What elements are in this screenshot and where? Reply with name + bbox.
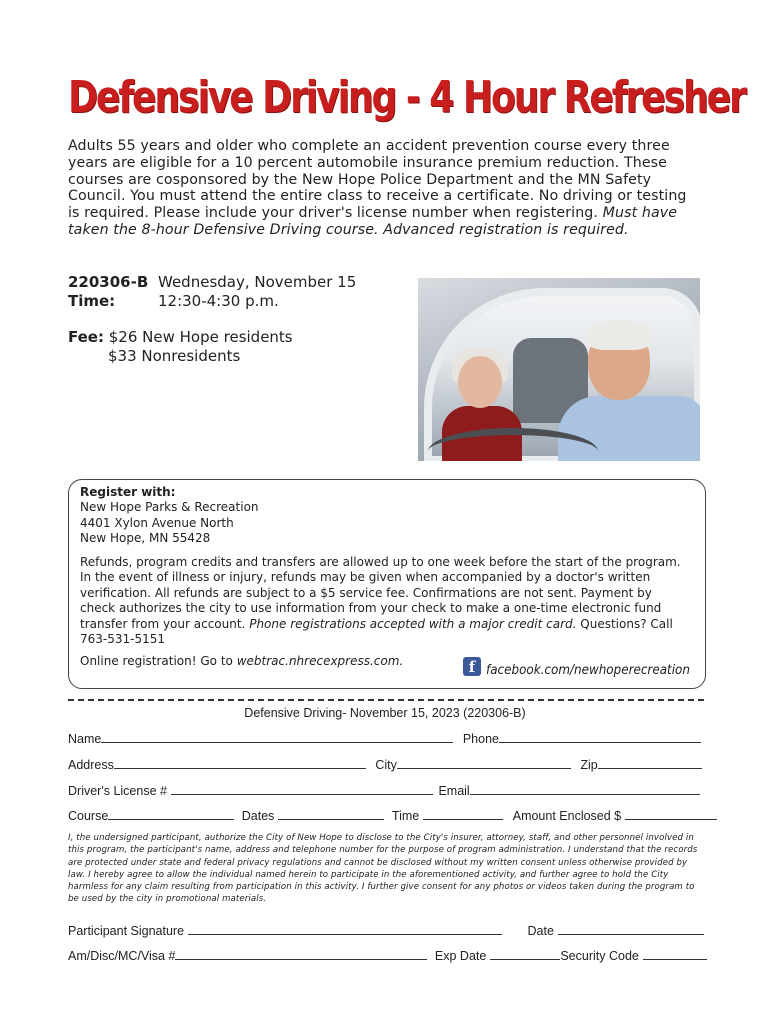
security-field[interactable] [643,948,707,960]
license-field[interactable] [171,783,433,795]
course-code-row [68,273,356,291]
refund-policy [80,555,690,647]
fee-nonresident: $33 Nonresidents [108,347,241,365]
phone-note: Phone registrations accepted with a major credit card. [249,616,577,631]
register-street: 4401 Xylon Avenue North [80,516,234,530]
course-row [68,808,717,823]
form-title: Defensive Driving- November 15, 2023 (220306-B) [244,706,526,720]
phone-label: Phone [462,732,499,746]
time-field[interactable] [423,808,503,820]
exp-field[interactable] [490,948,560,960]
address-row [68,757,702,772]
intro-paragraph [68,138,688,239]
online-registration [80,654,403,668]
payment-row [68,948,707,963]
fee-label: Fee: [68,328,104,346]
phone-field[interactable] [499,731,701,743]
facebook-link[interactable]: facebook.com/newhoperecreation [486,663,690,678]
signature-label: Participant Signature [68,924,185,938]
course-code: 220306-B [68,273,149,291]
seniors-in-car-photo [418,278,700,461]
course-date: Wednesday, November 15 [158,273,357,291]
email-field[interactable] [470,783,700,795]
license-row [68,783,700,798]
course-time: 12:30-4:30 p.m. [158,292,279,310]
license-label: Driver's License # [68,784,167,798]
card-field[interactable] [175,948,427,960]
zip-label: Zip [580,758,598,772]
signature-field[interactable] [188,923,502,935]
time-label: Time: [68,292,116,310]
address-field[interactable] [114,757,366,769]
page-title: Defensive Driving - 4 Hour Refresher [68,72,745,123]
signature-row [68,923,704,938]
city-field[interactable] [397,757,571,769]
fee-resident: $26 New Hope residents [108,328,293,346]
exp-label: Exp Date [434,949,487,963]
cut-line-divider [68,699,704,701]
dates-label: Dates [241,809,275,823]
date-label: Date [527,924,554,938]
register-heading: Register with: [80,485,176,499]
name-row [68,731,701,746]
online-prefix: Online registration! Go to [80,654,233,668]
facebook-icon: f [463,657,481,676]
address-label: Address [68,758,114,772]
policy-text: Refunds, program credits and transfers are allowed up to one week before the start of the program. In the event of illness or injury, refunds may be given when accompanied by a doctor's written verification. All refunds are subject to a $5 service fee. Confirmations are not sent. Payment by check authorizes the city to use information from your check to make a one-time electronic fund transfer from your account. [80,555,681,631]
dates-field[interactable] [278,808,384,820]
intro-requirement: Must have taken the 8-hour Defensive Driving course. Advanced registration is required. [68,205,678,238]
date-field[interactable] [558,923,704,935]
course-label: Course [68,809,109,823]
register-org: New Hope Parks & Recreation [80,500,259,514]
fee-block [68,328,293,366]
email-label: Email [438,784,470,798]
zip-field[interactable] [598,757,702,769]
name-label: Name [68,732,102,746]
course-field[interactable] [108,808,234,820]
security-label: Security Code [560,949,639,963]
city-label: City [375,758,397,772]
questions-line: Questions? Call 763-531-5151 [80,616,673,647]
consent-disclaimer: I, the undersigned participant, authorize the City of New Hope to disclose to the City's insurer, attorney, staff, and other personnel involved in this program, the participant's name, address and telephone number for the purpose of program administration. I understand that the records are protected under state and federal privacy regulations and cannot be disclosed without my written consent unless otherwise provided by law. I hereby agree to allow the individual named herein to participate in the aforementioned activity, and further agree to hold the City harmless for any claim resulting from participation in this activity. I further give consent for any photos or videos taken during the program to be used by the city in promotional materials. [68,833,698,905]
amount-field[interactable] [625,808,717,820]
name-field[interactable] [101,731,453,743]
amount-label: Amount Enclosed $ [512,809,622,823]
card-label: Am/Disc/MC/Visa # [68,949,176,963]
online-link[interactable]: webtrac.nhrecexpress.com. [236,654,404,668]
intro-text: Adults 55 years and older who complete an accident prevention course every three years are eligible for a 10 percent automobile insurance premium reduction. These courses are cosponsored by the New Hope Police Department and the MN Safety Council. You must attend the entire class to receive a certificate. No driving or testing is required. Please include your driver's license number when registering. [68,138,687,222]
time-field-label: Time [391,809,420,823]
course-time-row [68,292,279,310]
register-city: New Hope, MN 55428 [80,531,211,545]
